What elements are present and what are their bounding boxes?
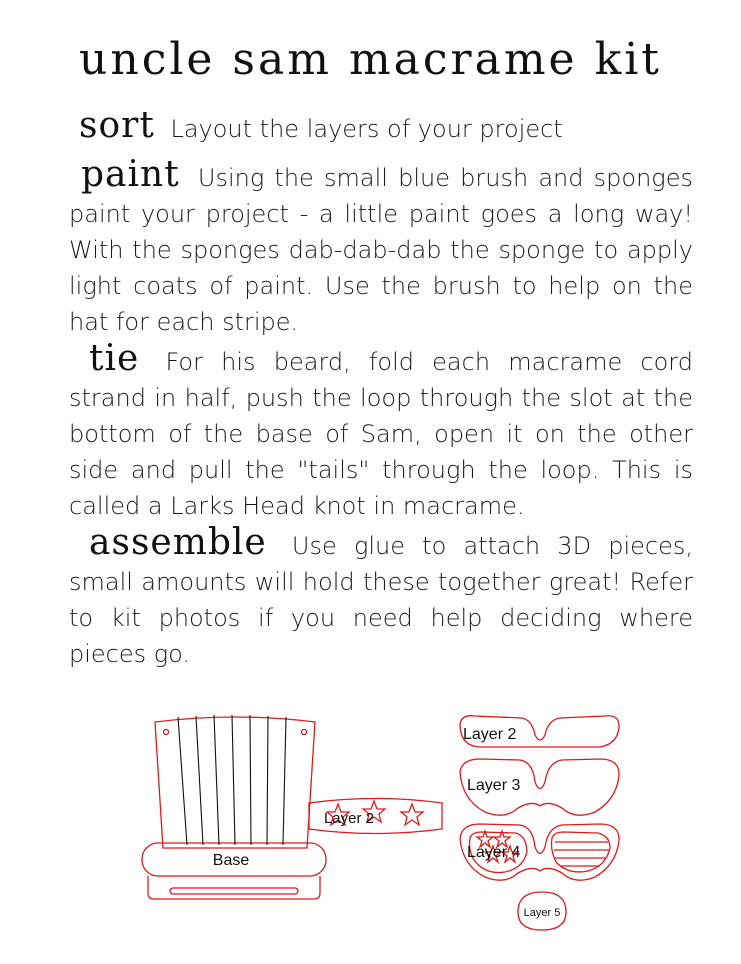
section-tie [69,338,693,524]
glasses-layer-4-label: Layer 4 [467,844,521,861]
hat-band-label: Layer 2 [323,810,375,827]
section-assemble [69,522,693,672]
glasses-layer-2-label: Layer 2 [463,726,517,743]
section-paint [69,154,693,340]
section-heading-tie: tie [89,338,140,379]
nose-layer-5-label: Layer 5 [523,907,561,919]
glasses-layer-3-label: Layer 3 [467,777,521,794]
section-body-assemble: Use glue to attach 3D pieces, small amounts will hold these together great! Refer to kit photos if you need help deciding where pieces go. [69,532,693,668]
section-body-paint: Using the small blue brush and sponges paint your project - a little paint goes a long way! With the sponges dab-dab-dab the sponge to apply light coats of paint. Use the brush to help on the hat for each stripe. [69,164,693,336]
page-title: uncle sam macrame kit [79,34,662,85]
section-body-tie: For his beard, fold each macrame cord strand in half, push the loop through the slot at the bottom of the base of Sam, open it on the other side and pull the "tails" through the loop. This is called a Larks Head knot in macrame. [69,348,693,520]
section-sort [69,105,703,147]
cut-layout-diagram [0,700,741,950]
section-heading-assemble: assemble [89,522,267,563]
section-heading-sort: sort [79,105,155,146]
section-heading-paint: paint [81,154,180,195]
section-body-sort: Layout the layers of your project [170,115,563,143]
star-icon [401,804,423,825]
base-label: Base [212,852,250,869]
hat-stripes [178,715,286,845]
